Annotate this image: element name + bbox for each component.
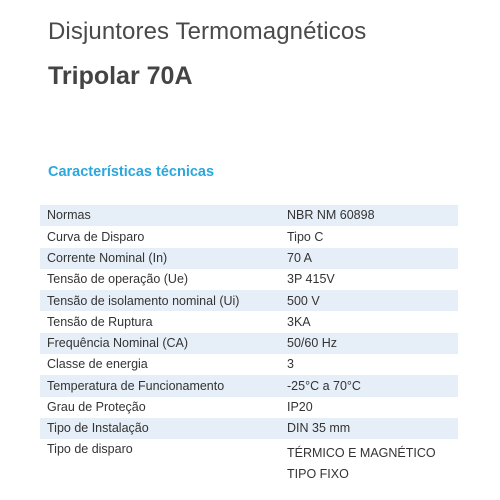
spec-value: DIN 35 mm xyxy=(287,418,458,439)
spec-key: Temperatura de Funcionamento xyxy=(40,375,287,396)
spec-row xyxy=(40,311,458,332)
spec-row xyxy=(40,290,458,311)
spec-value: 3P 415V xyxy=(287,272,335,287)
spec-key: Tipo de Instalação xyxy=(40,418,287,439)
spec-value: 3KA xyxy=(287,314,311,329)
spec-row xyxy=(40,205,458,226)
page-title: Disjuntores Termomagnéticos xyxy=(48,18,367,45)
section-title: Características técnicas xyxy=(48,164,215,180)
product-subtitle: Tripolar 70A xyxy=(48,62,193,90)
spec-row xyxy=(40,439,458,485)
spec-key: Corrente Nominal (In) xyxy=(40,248,287,269)
spec-key: Tensão de operação (Ue) xyxy=(47,272,189,287)
spec-row xyxy=(40,354,458,375)
spec-row xyxy=(40,375,458,396)
spec-table xyxy=(40,205,458,485)
spec-key: Grau de Proteção xyxy=(47,400,146,415)
spec-key: Tensão de isolamento nominal (Ui) xyxy=(40,290,287,311)
spec-value: IP20 xyxy=(287,400,313,415)
spec-row xyxy=(40,269,458,290)
spec-key: Curva de Disparo xyxy=(47,229,145,244)
spec-value: 500 V xyxy=(287,290,458,311)
spec-row xyxy=(40,397,458,418)
spec-key: Classe de energia xyxy=(47,357,148,372)
spec-key: Normas xyxy=(40,205,287,226)
spec-value: 3 xyxy=(287,357,294,372)
spec-value: -25°C a 70°C xyxy=(287,375,458,396)
spec-value: 50/60 Hz xyxy=(287,333,458,354)
spec-row xyxy=(40,418,458,439)
spec-value: Tipo C xyxy=(287,229,324,244)
spec-key: Frequência Nominal (CA) xyxy=(40,333,287,354)
spec-row xyxy=(40,248,458,269)
spec-value-line: TÉRMICO E MAGNÉTICO xyxy=(287,446,436,461)
spec-value: 70 A xyxy=(287,248,458,269)
spec-key: Tensão de Ruptura xyxy=(47,314,153,329)
spec-key: Tipo de disparo xyxy=(47,442,133,457)
spec-row xyxy=(40,226,458,247)
spec-value xyxy=(287,439,458,485)
spec-row xyxy=(40,333,458,354)
spec-value-line: TIPO FIXO xyxy=(287,467,349,482)
spec-value: NBR NM 60898 xyxy=(287,205,458,226)
